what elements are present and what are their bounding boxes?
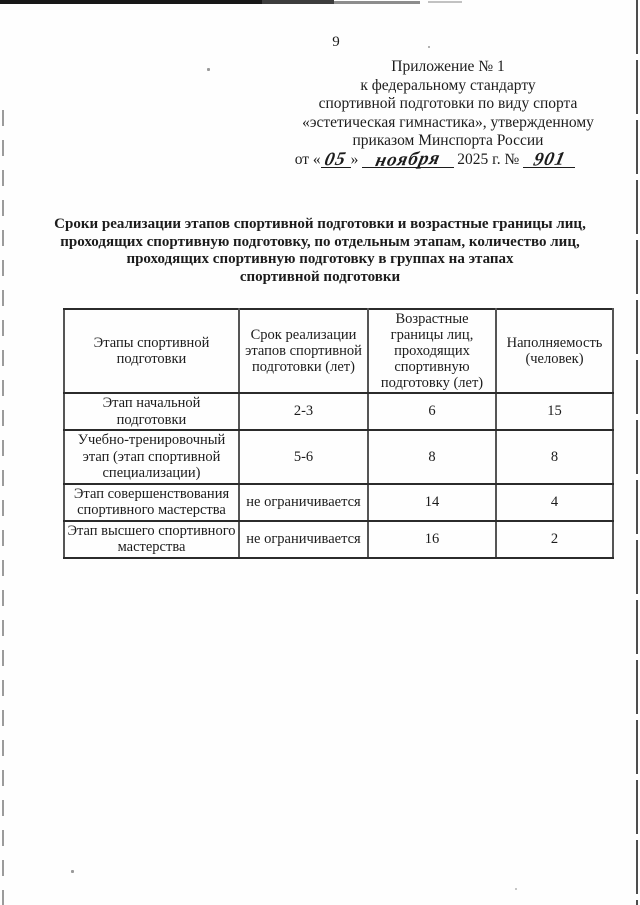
value-cell: 6 (368, 393, 496, 430)
value-cell: 16 (368, 521, 496, 558)
value-cell: 14 (368, 484, 496, 521)
scan-artifact-dot (515, 888, 517, 890)
date-year-part: 2025 г. № (457, 150, 520, 168)
scan-artifact-top-edge (428, 1, 462, 3)
value-cell: не ограничивается (239, 521, 368, 558)
date-after-day: » (350, 150, 359, 168)
stage-name-cell: Этап начальной подготовки (64, 393, 239, 430)
table-row (64, 393, 613, 430)
scan-artifact-right-edge (636, 0, 638, 905)
approval-line: приказом Минспорта России (352, 132, 544, 149)
scan-artifact-left-edge (2, 110, 4, 905)
scan-artifact-top-edge (334, 1, 420, 4)
title-line: спортивной подготовки (239, 268, 401, 285)
table-row (64, 430, 613, 484)
column-header: Срок реализации этапов спортивной подготовки (лет) (239, 309, 368, 393)
scan-artifact-dot (207, 68, 210, 71)
stage-name-cell: Учебно-тренировочный этап (этап спортивной специализации) (64, 430, 239, 484)
handwritten-month: ноября (373, 147, 443, 171)
scan-artifact-dot (428, 46, 430, 48)
column-header: Возрастные границы лиц, проходящих спортивную подготовку (лет) (368, 309, 496, 393)
value-cell: не ограничивается (239, 484, 368, 521)
table-header-row (64, 309, 613, 393)
scan-artifact-top-edge (0, 0, 262, 4)
value-cell: 4 (496, 484, 613, 521)
value-cell: 2 (496, 521, 613, 558)
page-number: 9 (332, 34, 340, 50)
stage-name-cell: Этап совершенствования спортивного мастерства (64, 484, 239, 521)
training-stages-table (63, 308, 614, 559)
document-title (40, 216, 600, 286)
column-header: Наполняемость (человек) (496, 309, 613, 393)
scan-artifact-dot (71, 870, 74, 873)
approval-line: к федеральному стандарту (360, 76, 536, 94)
handwritten-day: 05 (322, 148, 349, 170)
scan-artifact-top-edge (262, 0, 334, 4)
title-line: проходящих спортивную подготовку, по отдельным этапам, количество лиц, (60, 233, 580, 250)
approval-line: «эстетическая гимнастика», утвержденному (302, 113, 594, 131)
table-container (63, 308, 614, 559)
handwritten-number: 901 (531, 147, 568, 171)
value-cell: 2-3 (239, 393, 368, 430)
value-cell: 8 (368, 430, 496, 484)
column-header: Этапы спортивной подготовки (64, 309, 239, 393)
date-prefix: от « (294, 150, 321, 168)
table-row (64, 484, 613, 521)
value-cell: 15 (496, 393, 613, 430)
stage-name-cell: Этап высшего спортивного мастерства (64, 521, 239, 558)
value-cell: 8 (496, 430, 613, 484)
title-line: проходящих спортивную подготовку в группах на этапах (126, 251, 514, 267)
date-day-blank (321, 148, 351, 170)
approval-line: Приложение № 1 (391, 58, 505, 75)
title-line: Сроки реализации этапов спортивной подготовки и возрастные границы лиц, (54, 216, 586, 232)
date-number-blank (523, 147, 575, 171)
table-row (64, 521, 613, 558)
date-month-blank (362, 147, 454, 171)
value-cell: 5-6 (239, 430, 368, 484)
approval-line: спортивной подготовки по виду спорта (318, 95, 578, 112)
approval-block (268, 58, 628, 169)
approval-date-line (242, 147, 628, 171)
